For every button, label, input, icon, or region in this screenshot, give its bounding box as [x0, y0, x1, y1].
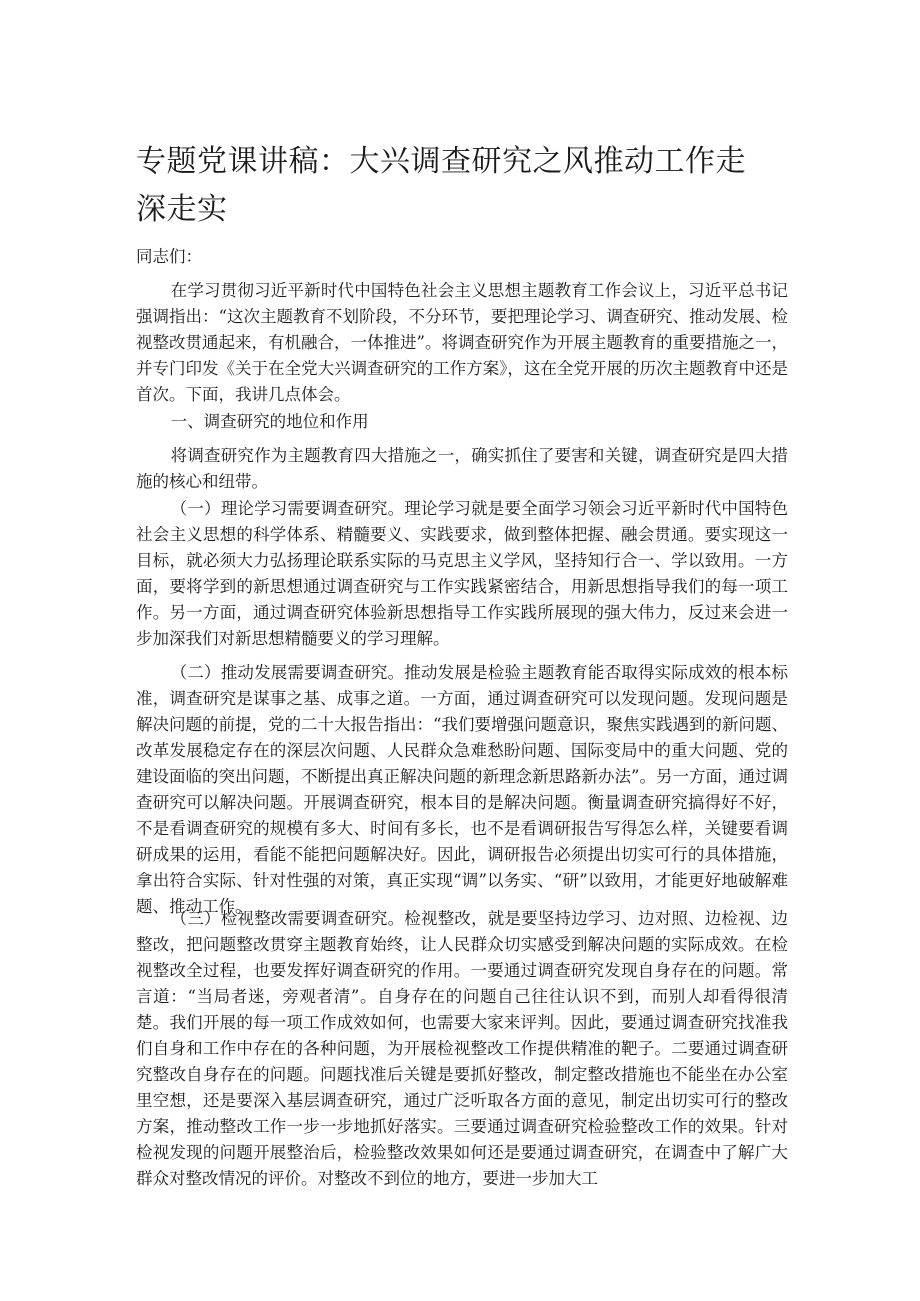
- document-title: 专题党课讲稿：大兴调查研究之风推动工作走深走实: [136, 144, 746, 227]
- salutation: 同志们：: [136, 247, 202, 266]
- section-intro-paragraph: 将调查研究作为主题教育四大措施之一，确实抓住了要害和关键，调查研究是四大措施的核心和纽带。: [136, 446, 788, 491]
- section-heading-1: 一、调查研究的地位和作用: [170, 412, 369, 431]
- subsection-theory-paragraph: （一）理论学习需要调查研究。理论学习就是要全面学习领会习近平新时代中国特色社会主义思想的科学体系、精髓要义、实践要求，做到整体把握、融会贯通。要实现这一目标，就必须大力弘扬理论联系实际的马克思主义学风，坚持知行合一、学以致用。一方面，要将学到的新思想通过调查研究与工作实践紧密结合，用新思想指导我们的每一项工作。另一方面，通过调查研究体验新思想指导工作实践所展现的强大伟力，反过来会进一步加深我们对新思想精髓要义的学习理解。: [136, 499, 788, 648]
- subsection-development-paragraph: （二）推动发展需要调查研究。推动发展是检验主题教育能否取得实际成效的根本标准，调查研究是谋事之基、成事之道。一方面，通过调查研究可以发现问题。发现问题是解决问题的前提，党的二十大报告指出：“我们要增强问题意识，聚焦实践遇到的新问题、改革发展稳定存在的深层次问题、人民群众急难愁盼问题、国际变局中的重大问题、党的建设面临的突出问题，不断提出真正解决问题的新理念新思路新办法”。另一方面，通过调查研究可以解决问题。开展调查研究，根本目的是解决问题。衡量调查研究搞得好不好，不是看调查研究的规模有多大、时间有多长，也不是看调研报告写得怎么样，关键要看调研成果的运用，看能不能把问题解决好。因此，调研报告必须提出切实可行的具体措施，拿出符合实际、针对性强的对策，真正实现“调”以务实、“研”以致用，才能更好地破解难题、推动工作。: [136, 663, 788, 916]
- subsection-rectification-paragraph: （三）检视整改需要调查研究。检视整改，就是要坚持边学习、边对照、边检视、边整改，把问题整改贯穿主题教育始终，让人民群众切实感受到解决问题的实际成效。在检视整改全过程，也要发挥好调查研究的作用。一要通过调查研究发现自身存在的问题。常言道：“当局者迷，旁观者清”。自身存在的问题自己往往认识不到，而别人却看得很清楚。我们开展的每一项工作成效如何，也需要大家来评判。因此，要通过调查研究找准我们自身和工作中存在的各种问题，为开展检视整改工作提供精准的靶子。二要通过调查研究整改自身存在的问题。问题找准后关键是要抓好整改，制定整改措施也不能坐在办公室里空想，还是要深入基层调查研究，通过广泛听取各方面的意见，制定出切实可行的整改方案，推动整改工作一步一步地抓好落实。三要通过调查研究检验整改工作的效果。针对检视发现的问题开展整治后，检验整改效果如何还是要通过调查研究，在调查中了解广大群众对整改情况的评价。对整改不到位的地方，要进一步加大工: [136, 909, 788, 1188]
- intro-paragraph: 在学习贯彻习近平新时代中国特色社会主义思想主题教育工作会议上，习近平总书记强调指出：“这次主题教育不划阶段，不分环节，要把理论学习、调查研究、推动发展、检视整改贯通起来，有机融合，一体推进”。将调查研究作为开展主题教育的重要措施之一，并专门印发《关于在全党大兴调查研究的工作方案》，这在全党开展的历次主题教育中还是首次。下面，我讲几点体会。: [136, 281, 788, 404]
